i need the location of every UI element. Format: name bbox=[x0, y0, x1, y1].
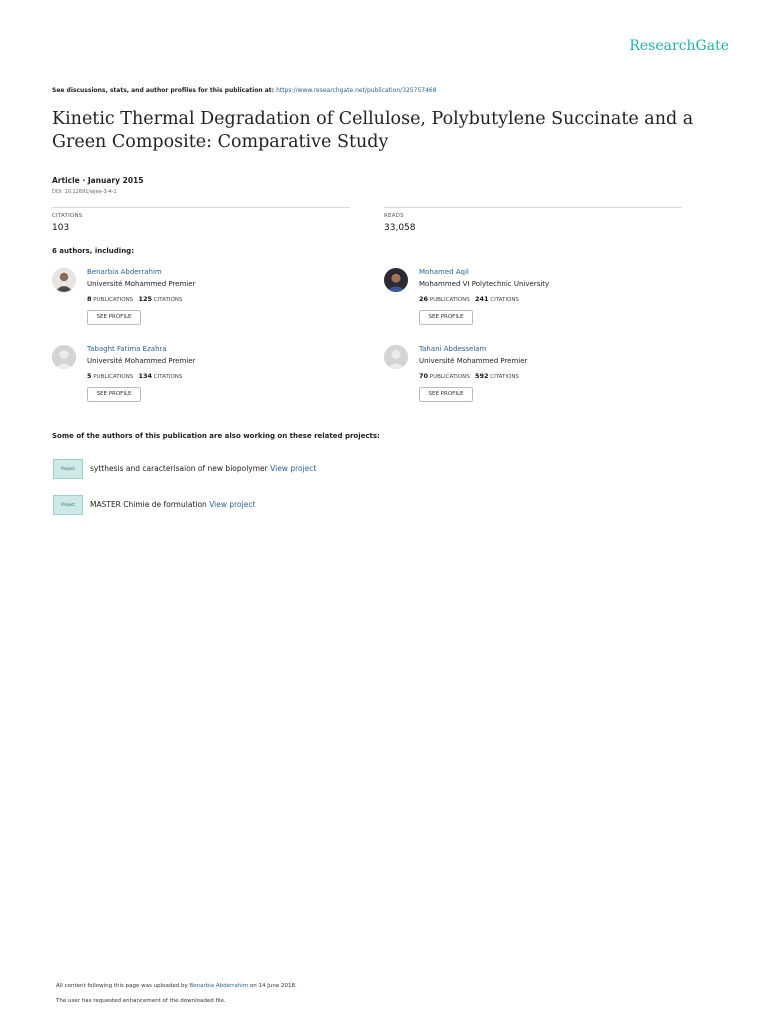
publications-label: PUBLICATIONS bbox=[429, 374, 470, 380]
reads-value: 33,058 bbox=[384, 223, 416, 233]
discussion-text: See discussions, stats, and author profiles for this publication at: bbox=[52, 87, 275, 94]
see-profile-button[interactable]: SEE PROFILE bbox=[419, 387, 473, 402]
see-profile-button[interactable]: SEE PROFILE bbox=[419, 310, 473, 325]
project-icon-label: Project bbox=[61, 502, 75, 507]
citations-count: 134 bbox=[138, 372, 153, 380]
upload-prefix: All content following this page was uploaded by bbox=[56, 983, 188, 989]
authors-heading: 6 authors, including: bbox=[52, 247, 134, 255]
project-icon-label: Project bbox=[61, 466, 75, 471]
author-name[interactable]: Mohamed Aqil bbox=[419, 268, 469, 276]
view-project-link[interactable]: View project bbox=[209, 500, 256, 509]
project-icon bbox=[53, 495, 83, 515]
see-profile-button[interactable]: SEE PROFILE bbox=[87, 310, 141, 325]
citations-label: CITATIONS bbox=[52, 213, 83, 219]
enhancement-note: The user has requested enhancement of the downloaded file. bbox=[56, 998, 226, 1004]
author-avatar[interactable] bbox=[384, 268, 408, 292]
author-institution: Université Mohammed Premier bbox=[87, 280, 196, 288]
citations-label: CITATIONS bbox=[490, 297, 519, 303]
author-card bbox=[52, 345, 372, 407]
discussion-line bbox=[52, 87, 437, 94]
author-name[interactable]: Benarbia Abderrahim bbox=[87, 268, 162, 276]
author-name[interactable]: Tabaght Fatima Ezahra bbox=[87, 345, 167, 353]
divider-citations bbox=[52, 207, 350, 208]
author-card bbox=[52, 268, 372, 330]
researchgate-logo[interactable]: ResearchGate bbox=[629, 38, 729, 54]
publications-count: 26 bbox=[419, 295, 429, 303]
publications-count: 8 bbox=[87, 295, 92, 303]
upload-note bbox=[56, 983, 297, 989]
article-title: Kinetic Thermal Degradation of Cellulose, Polybutylene Succinate and a Green Composite: Comparative Study bbox=[52, 109, 694, 152]
citations-count: 241 bbox=[474, 295, 489, 303]
author-avatar[interactable] bbox=[52, 268, 76, 292]
author-stats bbox=[87, 372, 182, 380]
citations-count: 125 bbox=[138, 295, 153, 303]
author-avatar-placeholder[interactable] bbox=[52, 345, 76, 369]
author-institution: Mohammed VI Polytechnic University bbox=[419, 280, 550, 288]
related-projects-heading: Some of the authors of this publication are also working on these related projects: bbox=[52, 432, 380, 440]
citations-value: 103 bbox=[52, 223, 70, 233]
publications-count: 70 bbox=[419, 372, 429, 380]
author-card bbox=[384, 345, 704, 407]
project-item bbox=[90, 500, 255, 509]
project-item bbox=[90, 464, 316, 473]
uploader-link[interactable]: Benarbia Abderrahim bbox=[189, 983, 249, 989]
citations-count: 592 bbox=[474, 372, 489, 380]
author-name[interactable]: Tahani Abdesselam bbox=[419, 345, 487, 353]
author-card bbox=[384, 268, 704, 330]
author-institution: Université Mohammed Premier bbox=[419, 357, 528, 365]
project-title: sytthesis and caracterisaion of new biopolymer bbox=[90, 464, 268, 473]
see-profile-button[interactable]: SEE PROFILE bbox=[87, 387, 141, 402]
author-stats bbox=[419, 295, 519, 303]
publication-link[interactable]: https://www.researchgate.net/publication/325757468 bbox=[276, 87, 437, 94]
divider-reads bbox=[384, 207, 682, 208]
article-doi: DOI: 10.12691/wjee-3-4-1 bbox=[52, 189, 117, 195]
publications-label: PUBLICATIONS bbox=[93, 374, 134, 380]
project-title: MASTER Chimie de formulation bbox=[90, 500, 207, 509]
author-institution: Université Mohammed Premier bbox=[87, 357, 196, 365]
author-stats bbox=[419, 372, 519, 380]
article-type-date: Article · January 2015 bbox=[52, 176, 144, 185]
citations-label: CITATIONS bbox=[153, 297, 183, 303]
citations-label: CITATIONS bbox=[153, 374, 183, 380]
view-project-link[interactable]: View project bbox=[270, 464, 317, 473]
upload-suffix: on 14 June 2018. bbox=[249, 983, 297, 989]
reads-label: READS bbox=[384, 213, 404, 219]
publications-label: PUBLICATIONS bbox=[429, 297, 470, 303]
author-stats bbox=[87, 295, 182, 303]
author-avatar-placeholder[interactable] bbox=[384, 345, 408, 369]
citations-label: CITATIONS bbox=[490, 374, 519, 380]
project-icon bbox=[53, 459, 83, 479]
publications-label: PUBLICATIONS bbox=[93, 297, 134, 303]
publications-count: 5 bbox=[87, 372, 92, 380]
